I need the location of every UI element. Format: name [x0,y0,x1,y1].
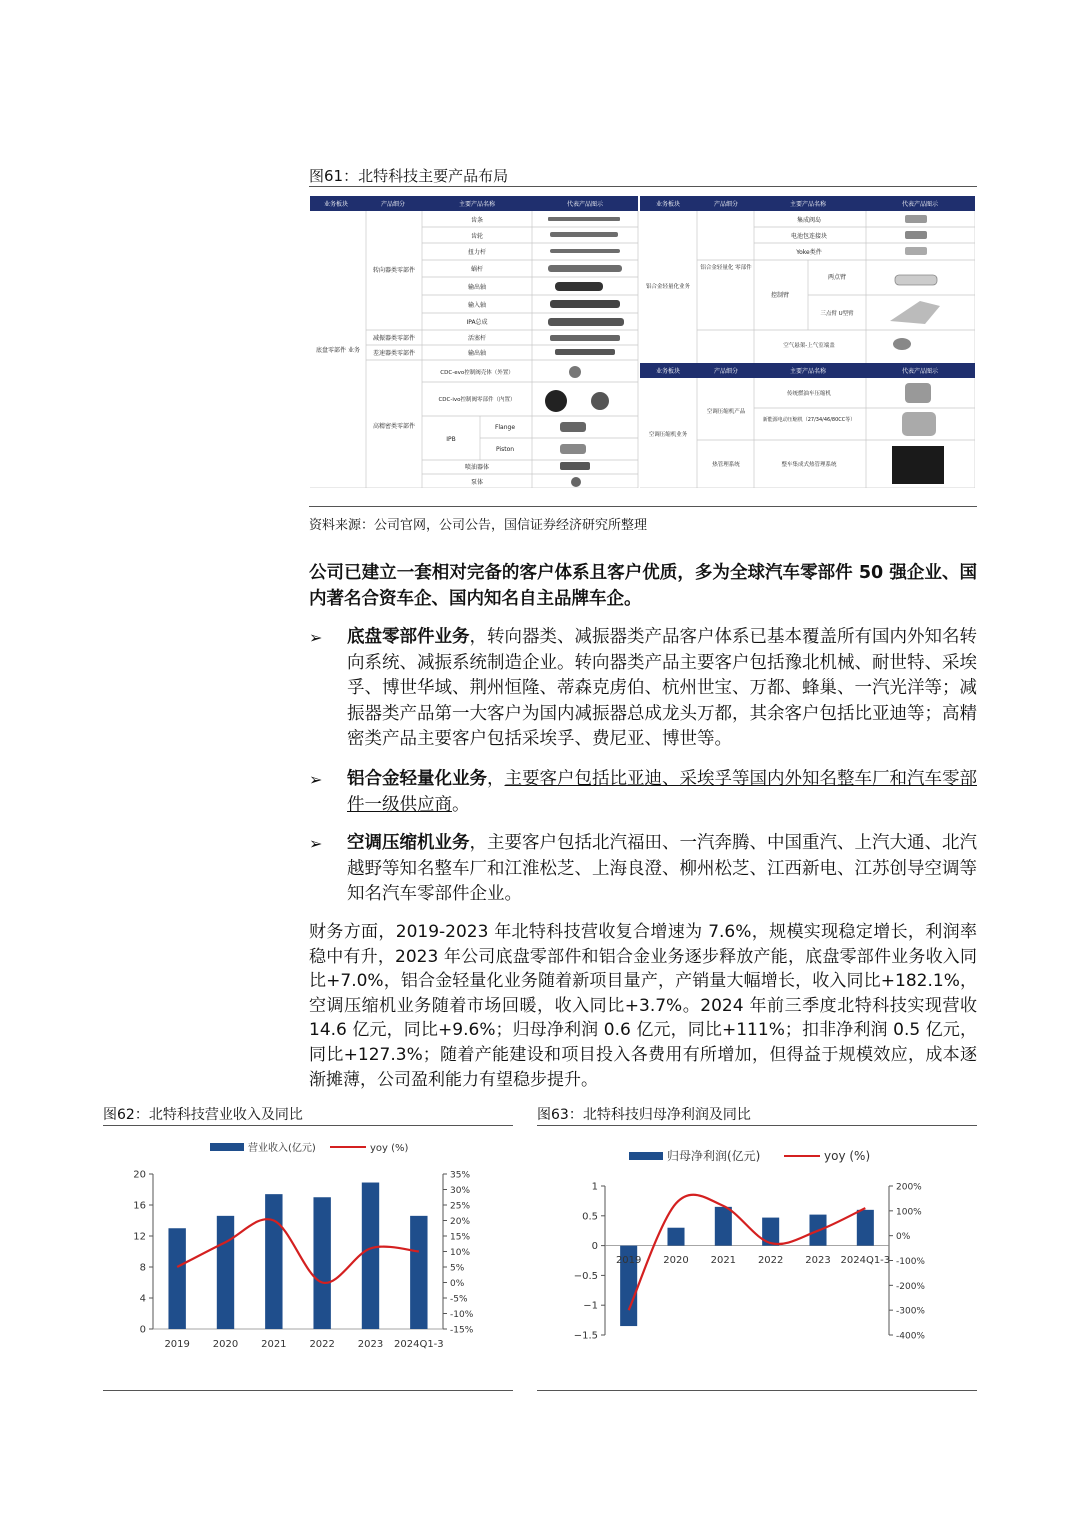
fig62-right-tick-label: -15% [450,1325,474,1336]
bullet-1-glyph: ➢ [309,628,323,647]
air-suspension-image [893,338,911,350]
valve-island-image [905,215,927,223]
fig63-x-tick-label: 2023 [805,1255,831,1266]
fig63-x-tick-label: 2019 [615,1255,642,1266]
fig62-bar [168,1228,185,1329]
prod-flange: Flange [494,424,516,431]
diff-output-image [555,349,615,355]
arm-three-point: 三点臂 U型臂 [820,311,854,317]
rack-image [548,217,620,221]
worm-image [548,265,622,272]
three-point-arm-image [890,301,940,324]
fig63-right-tick-label: 200% [896,1182,922,1193]
fig63-x-tick-label: 2022 [757,1255,784,1266]
fig63-legend-bar-label: 归母净利润(亿元) [667,1149,761,1163]
fig62-right-tick-label: -5% [450,1294,468,1305]
bullet-2-glyph: ➢ [309,770,323,789]
ev-compressor-image [902,412,936,436]
prod-ev-compressor: 新能源电动压缩机（27/34/46/80CC等） [762,417,856,423]
two-point-arm-image [895,275,937,285]
fig63-left-tick-label: 1 [591,1181,598,1193]
fig62-left-tick-label: 16 [133,1200,146,1212]
hdr-r-0: 业务板块 [655,201,681,208]
fig62-x-tick-label: 2019 [164,1339,190,1350]
hdr-l-1: 产品细分 [380,201,406,208]
bullet-2-rest: 主要客户包括比亚迪、采埃孚等国内外知名整车厂和汽车零部件一级供应商 [347,769,977,815]
fig62-right-tick-label: 10% [450,1248,471,1258]
fig63-bar [715,1207,732,1246]
fuel-compressor-image [905,383,931,403]
fig62-x-tick-label: 2024Q1-3 [394,1339,444,1350]
hdr2-r-2: 主要产品名称 [789,368,827,375]
fig63-bar [857,1210,874,1246]
prod-valve-island: 集成阀岛 [796,217,822,224]
hdr2-r-1: 产品细分 [713,368,739,375]
group-diff: 差速器类零部件 [372,350,416,357]
fig62-left-tick-label: 0 [139,1324,146,1336]
fig62-x-tick-label: 2023 [357,1339,384,1350]
fig61-title: 图61：北特科技主要产品布局 [309,167,509,185]
fig62-left-tick-label: 20 [133,1169,146,1181]
prod-gear: 齿轮 [470,233,484,240]
bullet-2-text [347,767,977,818]
finance-paragraph: 财务方面，2019-2023 年北特科技营收复合增速为 7.6%，规模实现稳定增长，利润率稳中有升，2023 年公司底盘零部件和铝合金业务逐步释放产能，底盘零部件业务收入同比+7.0%，铝合金轻量化业务随着新项目量产，产销量大幅增长，收入同比+182.1%，空调压缩机业务随着市场回暖，收入同比+3.7%。2024 年前三季度北特科技实现营收 14.6 亿元，同比+9.6%；归母净利润 0.6 亿元，同比+111%；扣非净利润 0.5 亿元，同比+127.3%；随着产能建设和项目投入各费用有所增加，但得益于规模效应，成本逐渐摊薄，公司盈利能力有望稳步提升。 [309,922,977,1090]
thermal-system-image [892,446,944,484]
prod-diff-output: 输出轴 [467,350,487,357]
cdc-evo-image [569,366,581,378]
prod-battery-block: 电池包连接块 [790,233,828,240]
fig62-x-tick-label: 2021 [261,1339,287,1350]
prod-pump: 泵体 [470,479,484,486]
fig61-bottom-rule [309,506,977,507]
fig62-right-tick-label: 35% [450,1170,471,1181]
group-precision: 高精密类零部件 [372,423,416,430]
hdr-l-3: 代表产品图示 [566,201,604,208]
arm-two-point: 两点臂 [827,274,847,281]
output-shaft-image [555,282,603,291]
torsion-image [550,249,620,253]
fig62-chart [103,1130,513,1380]
fig63-right-tick-label: 0% [896,1232,911,1243]
prod-cdc-ivo: CDC-ivo控制阀零部件（内置） [438,397,516,403]
fig62-title: 图62：北特科技营业收入及同比 [103,1107,303,1123]
fig61-source: 资料来源：公司官网，公司公告，国信证券经济研究所整理 [309,518,648,533]
right-segment-al: 铝合金轻量化业务 [645,284,691,290]
fig62-right-tick-label: -10% [450,1310,474,1320]
hdr-r-1: 产品细分 [713,201,739,208]
fig63-x-tick-label: 2020 [663,1255,689,1266]
fig62-legend-line-label: yoy (%) [370,1143,409,1154]
fig63-title: 图63：北特科技归母净利润及同比 [537,1107,751,1123]
bullet-2-end: 。 [452,794,470,815]
hdr2-r-3: 代表产品图示 [901,368,939,375]
fig63-legend-line-label: yoy (%) [824,1149,871,1163]
fig63-chart [537,1130,977,1380]
fig62-x-tick-label: 2022 [309,1339,335,1350]
prod-piston-rod: 活塞杆 [467,335,487,342]
right-sub-al: 铝合金轻量化 零部件 [700,265,752,271]
fig63-right-tick-label: -100% [896,1257,925,1267]
control-arm: 控制臂 [770,292,790,299]
prod-thermal-system: 整车集成式热管理系统 [781,462,837,468]
fig62-right-tick-label: 25% [450,1201,471,1212]
fig62-bottom-rule [103,1390,513,1391]
fig62-left-tick-label: 4 [139,1293,146,1305]
group-damper: 减振器类零部件 [372,335,416,342]
pump-image [571,477,581,487]
group-compressor: 空调压缩机产品 [706,409,746,415]
prod-yoke: Yoke类件 [796,249,822,256]
hdr2-r-0: 业务板块 [655,368,681,375]
lead-paragraph: 公司已建立一套相对完备的客户体系且客户优质，多为全球汽车零部件 50 强企业、国内著名合资车企、国内知名自主品牌车企。 [309,563,977,609]
prod-rack: 齿条 [470,217,484,224]
fig63-x-tick-label: 2024Q1-3 [840,1255,891,1266]
gear-image [550,232,618,237]
prod-air-suspension: 空气悬架-上气室端盖 [783,343,835,349]
fig62-right-tick-label: 5% [450,1263,465,1274]
bullet-3-text [347,831,977,908]
right-segment-ac: 空调压缩机业务 [648,432,688,438]
prod-output: 输出轴 [467,284,487,291]
prod-injector: 喷油器体 [464,464,490,471]
flange-image [560,422,586,432]
left-segment: 底盘零部件 业务 [316,347,360,354]
fig63-bottom-rule [537,1390,977,1391]
prod-piston: Piston [495,446,515,453]
fig63-right-tick-label: -200% [896,1281,925,1292]
prod-fuel-compressor: 传统燃油车压缩机 [786,391,832,397]
fig62-top-rule [103,1125,513,1126]
fig62-legend-bar-swatch [210,1143,244,1151]
fig63-bar [667,1228,684,1246]
bullet-1-rest: ，转向器类、减振器类产品客户体系已基本覆盖所有国内外知名转向系统、减振系统制造企业。转向器类产品主要客户包括豫北机械、耐世特、采埃孚、博世华域、荆州恒隆、蒂森克虏伯、杭州世宝、万都、蜂巢、一汽光洋等；减振器类产品第一大客户为国内减振器总成龙头万都，其余客户包括比亚迪等；高精密类产品主要客户包括采埃孚、费尼亚、博世等。 [347,627,977,750]
fig62-right-tick-label: 30% [450,1186,471,1196]
hdr-l-0: 业务板块 [323,201,349,208]
cdc-ivo-image-b [591,392,609,410]
prod-torsion: 扭力杆 [467,249,487,256]
fig62-bar [362,1183,379,1329]
fig62-right-tick-label: 15% [450,1232,471,1243]
fig63-top-rule [537,1125,977,1126]
prod-ipb: IPB [446,436,456,443]
fig62-bar [265,1194,282,1329]
fig63-left-tick-label: −0.5 [573,1270,598,1282]
bullet-3-rest: ，主要客户包括北汽福田、一汽奔腾、中国重汽、上汽大通、北汽越野等知名整车厂和江淮松芝、上海良澄、柳州松芝、江西新电、江苏创导空调等知名汽车零部件企业。 [347,833,977,905]
fig62-x-tick-label: 2020 [212,1339,239,1350]
fig62-bar [410,1216,427,1329]
bullet-3-bold: 空调压缩机业务 [347,833,470,853]
cdc-ivo-image-a [545,390,567,412]
input-shaft-image [550,300,620,308]
yoke-image [905,247,927,255]
hdr-r-2: 主要产品名称 [789,201,827,208]
hdr-r-3: 代表产品图示 [901,201,939,208]
prod-worm: 蜗杆 [470,266,484,273]
fig62-left-tick-label: 12 [133,1231,146,1243]
fig62-bar [217,1216,234,1329]
fig62-right-tick-label: 0% [450,1279,465,1289]
fig63-left-tick-label: 0 [591,1241,598,1253]
fig63-right-tick-label: -300% [896,1306,925,1317]
prod-ipa: IPA总成 [466,319,488,326]
piston-image [560,444,586,454]
fig63-left-tick-label: 0.5 [582,1211,598,1223]
hdr-l-2: 主要产品名称 [458,201,496,208]
fig63-right-tick-label: -400% [896,1331,925,1342]
prod-cdc-evo: CDC-evo控制阀壳体（外置） [440,370,514,376]
fig62-left-tick-label: 8 [139,1262,146,1274]
injector-image [560,462,590,470]
fig63-right-tick-label: 100% [896,1207,922,1218]
fig62-right-tick-label: 20% [450,1217,471,1227]
bullet-1-text [347,625,977,753]
group-steering: 转向器类零部件 [372,267,416,274]
fig62-yoy-line [177,1219,419,1283]
piston-rod-image [550,335,620,341]
bullet-1-bold: 底盘零部件业务 [347,627,470,647]
ipa-image [548,318,624,326]
fig63-legend-bar-swatch [629,1152,663,1160]
fig62-bar [313,1197,330,1329]
fig61-top-rule [309,186,977,187]
fig63-left-tick-label: −1.5 [573,1330,598,1342]
fig62-legend-bar-label: 营业收入(亿元) [248,1143,316,1154]
fig63-left-tick-label: −1 [583,1300,598,1312]
battery-block-image [905,231,927,239]
prod-input: 输入轴 [467,302,487,309]
fig63-yoy-line [629,1195,866,1310]
bullet-3-glyph: ➢ [309,834,323,853]
fig63-x-tick-label: 2021 [710,1255,737,1266]
group-thermal: 热管理系统 [712,462,740,468]
product-layout-table [310,196,975,488]
bullet-2-bold: 铝合金轻量化业务 [347,769,487,789]
bullet-2-sep: ， [487,769,505,789]
